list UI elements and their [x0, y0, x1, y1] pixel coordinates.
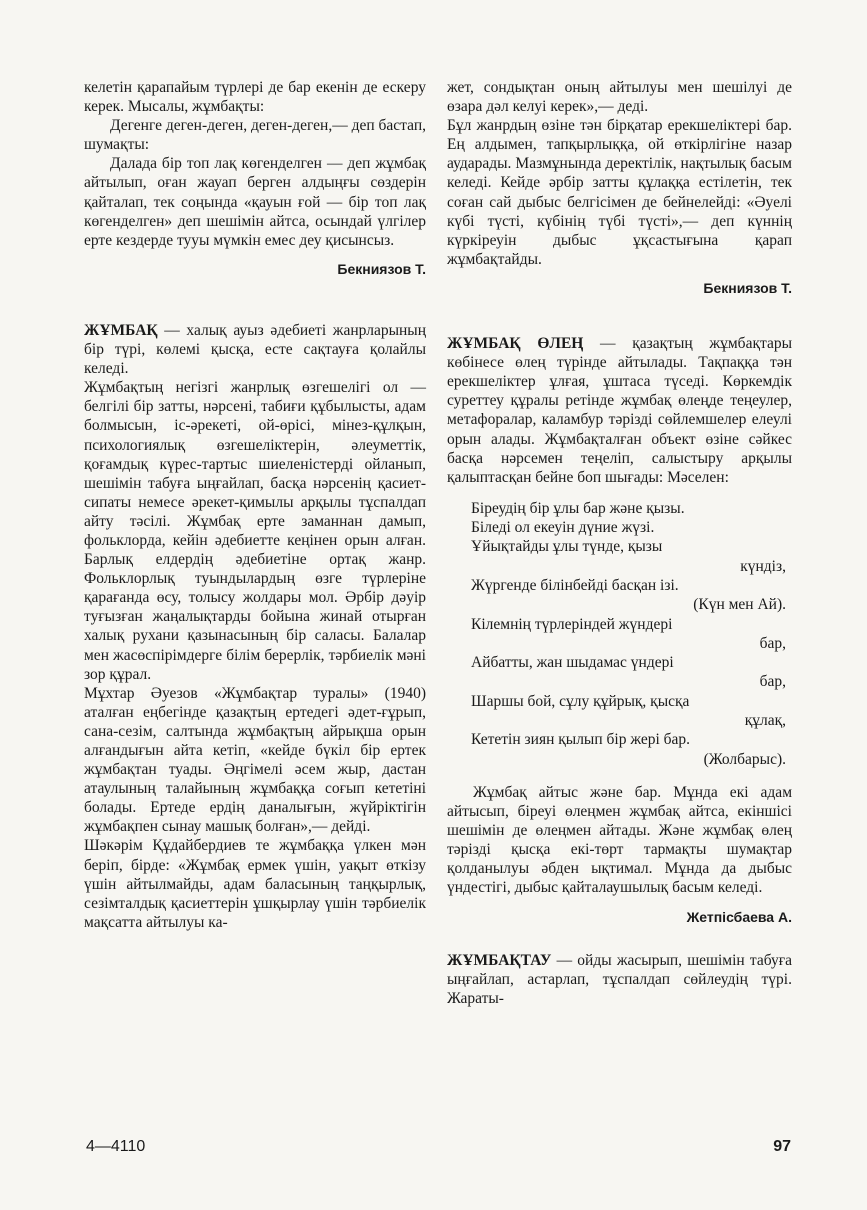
- poem-answer: (Күн мен Ай).: [693, 596, 786, 614]
- entry-definition: — халық ауыз әдебиеті жанрларының бір түрі, көлемі қысқа, есте сақтауға қолайлы келеді.: [84, 321, 426, 378]
- paragraph: Мұхтар Әуезов «Жұмбақтар туралы» (1940) аталған еңбегінде қазақтың ертедегі әдет-ғұрып, сана-сезім, салтында жұмбақтың айрықша орын алғандығын айта кетіп, «кейде бүкіл бір ертек жұмбақтан туады. Әңгімелі әсем жыр, дастан атаулының талайының жұмбаққа соғып кететіні болады. Ертеде ердің даналығын, жүйріктігін жұмбақпен сынау машық болған»,— дейді.: [84, 684, 426, 836]
- paragraph: Дегенге деген-деген, деген-деген,— деп бастап, шумақты:: [84, 117, 426, 154]
- entry-headword: ЖҰМБАҚТАУ: [447, 951, 552, 969]
- right-column: [447, 78, 792, 1008]
- entry-zhumbak: [84, 321, 426, 378]
- author-signature: Бекниязов Т.: [337, 260, 426, 277]
- poem-line: Айбатты, жан шыдамас үндері: [471, 654, 674, 672]
- paragraph: Бұл жанрдың өзіне тән бірқатар ерекшеліктері бар. Ең алдымен, тапқырлыққа, ой өткірлігіне назар аударады. Мазмұнында деректілік, нақтылық басым келеді. Кейде әрбір затты құлаққа естілетін, тек соған сай дыбыс белгісімен де бейнелейді: «Әуелі күбі түсті, күбінің түбі түсті»,— деп күннің күркіреуін дыбыс ұқсастығына қарап жұмбақтайды.: [447, 117, 792, 268]
- paragraph: жет, сондықтан оның айтылуы мен шешілуі де өзара дәл келуі керек»,— деді.: [447, 79, 792, 116]
- paragraph: Жұмбақ айтыс және бар. Мұнда екі адам айтысып, біреуі өлеңмен жұмбақ айтса, екіншісі шешімін де өлеңмен айтады. Және жұмбақ өлең тәрізді қысқа екі-төрт тармақты шумақтар қолданылуы әбден ықтимал. Мұнда да дыбыс үндестігі, дыбыс қайталаушылық басым келеді.: [447, 783, 792, 897]
- author-signature: Бекниязов Т.: [703, 279, 792, 296]
- poem-line: Ұйықтайды ұлы түнде, қызы: [471, 538, 663, 556]
- page-number: 97: [773, 1138, 791, 1155]
- entry-gap: [84, 279, 426, 321]
- entry-gap: [447, 298, 792, 334]
- entry-definition: — ойды жасырып, шешімін табуға ыңғайлап, астарлап, тұспалдап сөйлеудің түрі. Жараты-: [447, 951, 792, 1007]
- entry-definition: — қазақтың жұмбақтары көбінесе өлең түрінде айтылады. Тақпаққа тән ерекшеліктер ұлғая, ұштаса түседі. Көркемдік суреттеу құралы ретінде жұмбақ өлеңде теңеулер, метафоралар, каламбур тәрізді сөйлемшелер елеулі орын алады. Жұмбақталған объект өзіне сәйкес басқа нәрсемен теңеліп, салыстыру арқылы қалыптасқан бейне боп шығады: Мәселен:: [447, 335, 792, 486]
- poem-line-continuation: бар,: [759, 673, 786, 691]
- poem-line-continuation: құлақ,: [744, 712, 786, 730]
- paragraph: Шәкәрім Құдайбердиев те жұмбаққа үлкен мән беріп, бірде: «Жұмбақ ермек үшін, уақыт өткізу үшін айтылмайды, адам баласының таңқырлық, сезімталдық қасиеттерін ұшқырлау үшін тәрбиелік мақсатта айтылуы ка-: [84, 837, 426, 931]
- paragraph: келетін қарапайым түрлері де бар екенін де ескеру керек. Мысалы, жұмбақты:: [84, 79, 426, 116]
- entry-headword: ЖҰМБАҚ: [84, 321, 158, 339]
- left-column: [84, 78, 426, 932]
- poem-block: [471, 499, 792, 769]
- poem-line: Кілемнің түрлеріндей жүндері: [471, 615, 673, 633]
- entry-headword: ЖҰМБАҚ ӨЛЕҢ: [447, 335, 584, 353]
- poem-answer: (Жолбарыс).: [703, 750, 786, 768]
- poem-line: Кететін зиян қылып бір жері бар.: [471, 731, 691, 749]
- poem-line-continuation: күндіз,: [740, 557, 786, 575]
- paragraph: Жұмбақтың негізгі жанрлық өзгешелігі ол — белгілі бір затты, нәрсені, табиғи құбылысты, адам болмысын, іс-әрекеті, ой-өрісі, мінез-құлқын, психологиялық өзгешеліктерін, әлеуметтік, қоғамдық күрес-тартыс шиеленістерді ойланып, шешімін табуға ыңғайлап, басқа нәрсенің қасиет-сипаты немесе әрекет-қимылы арқылы тұспалдап айту тәсілі. Жұмбақ ерте заманнан дамып, фольклорда, кейін әдебиетте кеңінен орын алған. Барлық елдердің әдебиетіне ортақ жанр. Фольклорлық туындылардың өзге түрлеріне қарағанда өсу, толысу жолдары мол. Әрбір дәуір туғызған жаңалықтарды бойына жинай отырған халық рухани қазынасының бір саласы. Балалар мен жасөспірімдерге білім берерлік, тәрбиелік мәні зор құрал.: [84, 379, 426, 683]
- author-signature: Жетпісбаева А.: [686, 908, 792, 925]
- printer-signature: 4—4110: [86, 1138, 146, 1155]
- poem-line: Шаршы бой, сұлу құйрық, қысқа: [471, 692, 690, 710]
- paragraph: Далада бір топ лақ көгенделген — деп жұмбақ айтылып, оған жауап берген алдыңғы сөздерін қайталап, тек соңында «қауын ғой — бір топ лақ көгенделген» деп шешімін айтса, осындай үлгілер ерте кездерде тууы мүмкін емес деу қисынсыз.: [84, 155, 426, 249]
- poem-line: Біледі ол екеуін дүние жүзі.: [471, 519, 655, 537]
- poem-line: Біреудің бір ұлы бар және қызы.: [471, 499, 685, 517]
- entry-gap: [447, 927, 792, 951]
- poem-line: Жүргенде білінбейді басқан ізі.: [471, 576, 679, 594]
- entry-zhumbaktau: [447, 951, 792, 1008]
- entry-zhumbak-olen: [447, 334, 792, 487]
- poem-line-continuation: бар,: [759, 634, 786, 652]
